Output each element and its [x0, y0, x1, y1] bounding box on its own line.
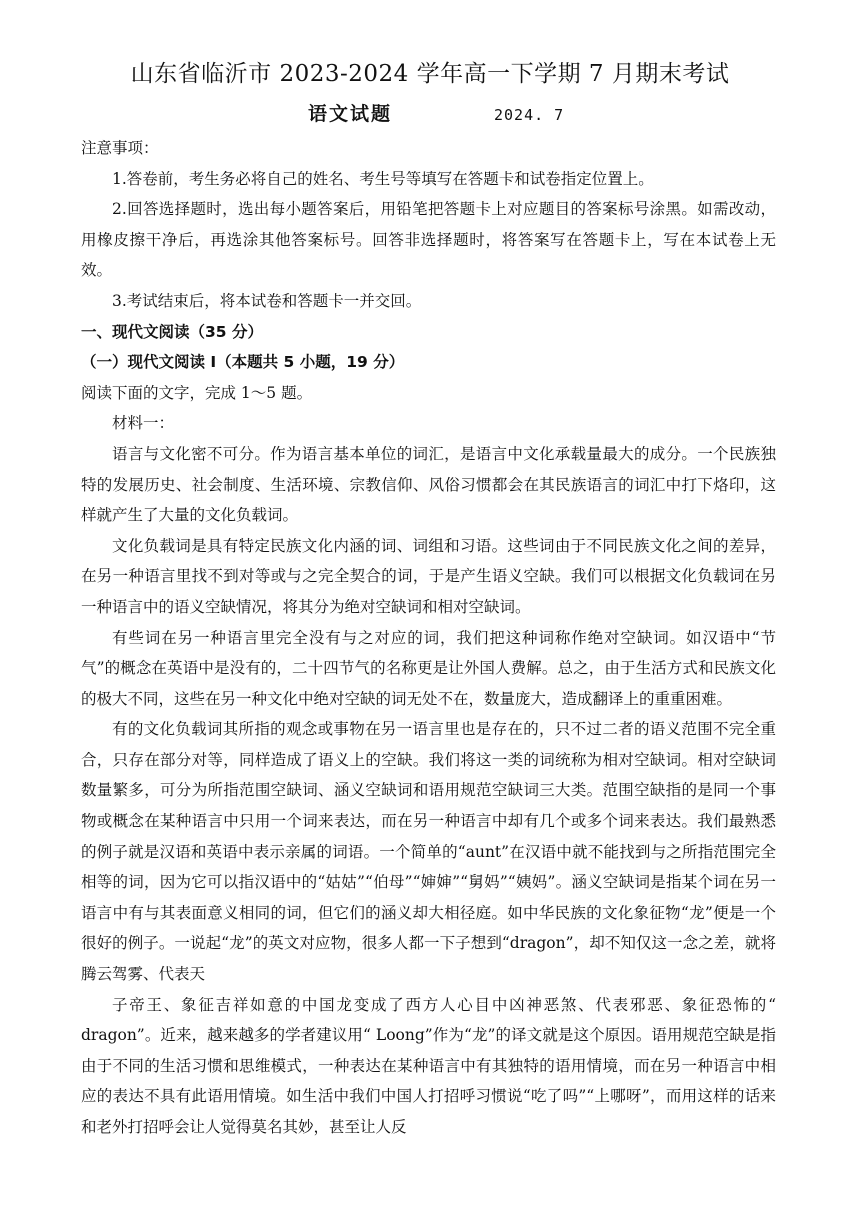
passage-paragraph: 子帝王、象征吉祥如意的中国龙变成了西方人心目中凶神恶煞、代表邪恶、象征恐怖的“ dragon”。近来，越来越多的学者建议用“ Loong”作为“龙”的译文就是这个原因。语用规范空缺是指由于不同的生活习惯和思维模式，一种表达在某种语言中有其独特的语用情境，而在另一种语言中相应的表达不具有此语用情境。如生活中我们中国人打招呼习惯说“吃了吗”“上哪呀”，而用这样的话来和老外打招呼会让人觉得莫名其妙，甚至让人反: [81, 995, 776, 1136]
notes-heading: 注意事项：: [81, 139, 159, 157]
exam-title: 山东省临沂市 2023-2024 学年高一下学期 7 月期末考试: [130, 61, 730, 87]
passage-paragraph: 文化负载词是具有特定民族文化内涵的词、词组和习语。这些词由于不同民族文化之间的差异，在另一种语言里找不到对等或与之完全契合的词，于是产生语义空缺。我们可以根据文化负载词在另一种语言中的语义空缺情况，将其分为绝对空缺词和相对空缺词。: [81, 536, 776, 616]
passage-paragraph: 语言与文化密不可分。作为语言基本单位的词汇，是语言中文化承载量最大的成分。一个民族独特的发展历史、社会制度、生活环境、宗教信仰、风俗习惯都会在其民族语言的词汇中打下烙印，这样就产生了大量的文化负载词。: [81, 444, 776, 525]
passage-paragraph: 有的文化负载词其所指的观念或事物在另一语言里也是存在的，只不过二者的语义范围不完全重合，只存在部分对等，同样造成了语义上的空缺。我们将这一类的词统称为相对空缺词。相对空缺词数量繁多，可分为所指范围空缺词、涵义空缺词和语用规范空缺词三大类。范围空缺指的是同一个事物或概念在某种语言中只用一个词来表达，而在另一种语言中却有几个或多个词来表达。我们最熟悉的例子就是汉语和英语中表示亲属的词语。一个简单的“aunt”在汉语中就不能找到与之所指范围完全相等的词，因为它可以指汉语中的“姑姑”“伯母”“婶婶”“舅妈”“姨妈”。涵义空缺词是指某个词在另一语言中有与其表面意义相同的词，但它们的涵义却大相径庭。如中华民族的文化象征物“龙”便是一个很好的例子。一说起“龙”的英文对应物，很多人都一下子想到“dragon”，却不知仅这一念之差，就将腾云驾雾、代表天: [81, 720, 776, 984]
subtitle-row: [0, 100, 860, 128]
exam-date: 2024. 7: [494, 106, 565, 124]
passage-paragraph: 有些词在另一种语言里完全没有与之对应的词，我们把这种词称作绝对空缺词。如汉语中“节气”的概念在英语中是没有的，二十四节气的名称更是让外国人费解。总之，由于生活方式和民族文化的极大不同，这些在另一种文化中绝对空缺的词无处不在，数量庞大，造成翻译上的重重困难。: [81, 628, 776, 708]
subsection-heading: （一）现代文阅读 I（本题共 5 小题，19 分）: [81, 353, 405, 372]
note-item: 2.回答选择题时，选出每小题答案后，用铅笔把答题卡上对应题目的答案标号涂黑。如需改动，用橡皮擦干净后，再选涂其他答案标号。回答非选择题时，将答案写在答题卡上，写在本试卷上无效。: [81, 200, 776, 280]
note-item: 3.考试结束后，将本试卷和答题卡一并交回。: [112, 291, 422, 310]
reading-instruction: 阅读下面的文字，完成 1～5 题。: [81, 383, 313, 402]
section-heading: 一、现代文阅读（35 分）: [81, 322, 263, 341]
document-body: [81, 133, 776, 1143]
note-item: 1.答卷前，考生务必将自己的姓名、考生号等填写在答题卡和试卷指定位置上。: [112, 169, 654, 188]
material-label: 材料一：: [112, 414, 175, 433]
subject-title: 语文试题: [308, 103, 393, 125]
